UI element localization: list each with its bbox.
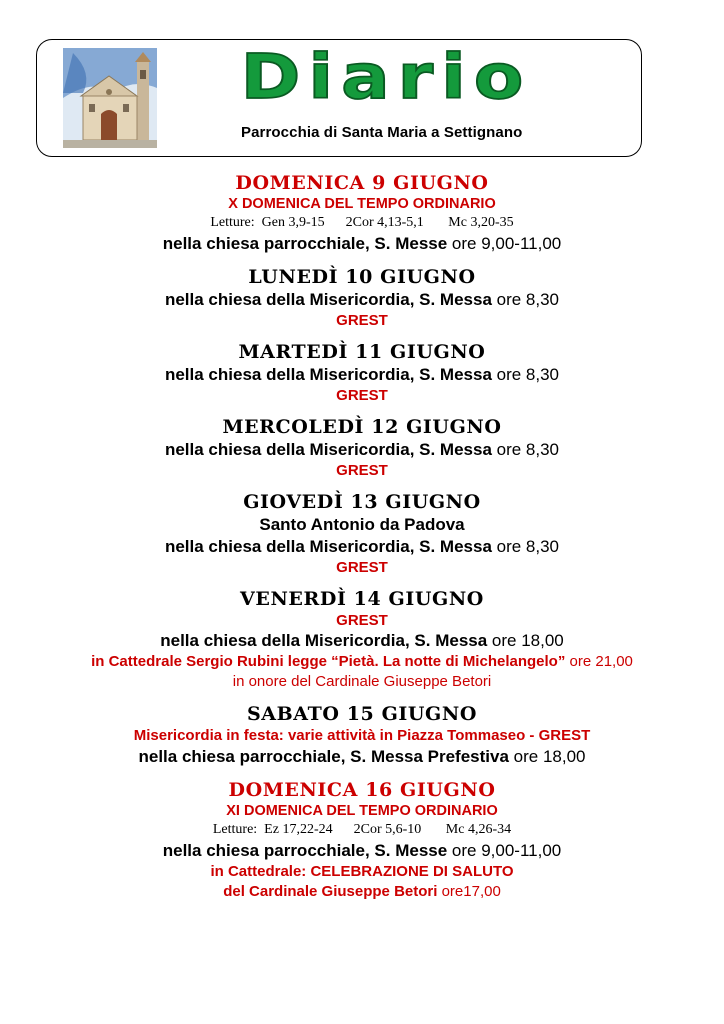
mass-line <box>0 536 724 558</box>
event-line <box>0 652 724 672</box>
readings: Letture: Gen 3,9-15 2Cor 4,13-5,1 Mc 3,20-35 <box>210 215 514 230</box>
mass-time: ore 8,30 <box>491 365 560 384</box>
event-line-2 <box>0 882 724 902</box>
mass-place: nella chiesa della Misericordia, S. Messa <box>164 440 492 459</box>
grest-label: GREST <box>336 387 388 404</box>
mass-time: ore 18,00 <box>487 631 564 650</box>
church-illustration <box>63 48 157 148</box>
day-block-10 <box>0 265 724 330</box>
mass-time: ore 9,00-11,00 <box>447 841 562 860</box>
liturgical-subtitle: X DOMENICA DEL TEMPO ORDINARIO <box>228 196 496 212</box>
event-time: ore17,00 <box>437 883 501 900</box>
mass-line <box>0 289 724 311</box>
day-title: GIOVEDÌ 13 GIUGNO <box>243 491 481 513</box>
day-block-13 <box>0 490 724 577</box>
event-title: in Cattedrale Sergio Rubini legge “Pietà. La notte di Michelangelo” <box>91 653 566 670</box>
mass-place: nella chiesa parrocchiale, S. Messe <box>162 841 448 860</box>
event-subject: del Cardinale Giuseppe Betori <box>223 883 438 900</box>
day-title: DOMENICA 9 GIUGNO <box>235 172 489 194</box>
mass-line <box>0 746 724 768</box>
day-block-11 <box>0 340 724 405</box>
day-title: MERCOLEDÌ 12 GIUGNO <box>222 416 502 438</box>
svg-text:Diario: Diario <box>240 42 532 112</box>
readings: Letture: Ez 17,22-24 2Cor 5,6-10 Mc 4,26-34 <box>212 822 512 837</box>
grest-label: GREST <box>336 312 388 329</box>
mass-place: nella chiesa della Misericordia, S. Messa <box>164 290 492 309</box>
festa-line <box>0 726 724 746</box>
day-block-16 <box>0 778 724 902</box>
mass-line <box>0 840 724 862</box>
grest-label: GREST <box>336 559 388 576</box>
mass-time: ore 9,00-11,00 <box>447 234 562 253</box>
event-line <box>0 862 724 882</box>
liturgical-subtitle: XI DOMENICA DEL TEMPO ORDINARIO <box>226 803 498 819</box>
mass-line <box>0 439 724 461</box>
mass-place: nella chiesa parrocchiale, S. Messa Prefestiva <box>138 747 509 766</box>
day-title: VENERDÌ 14 GIUGNO <box>240 588 484 610</box>
mass-line <box>0 233 724 255</box>
mass-time: ore 8,30 <box>491 290 560 309</box>
day-title: SABATO 15 GIUGNO <box>246 703 477 725</box>
day-title: LUNEDÌ 10 GIUGNO <box>248 266 476 288</box>
mass-place: nella chiesa della Misericordia, S. Messa <box>164 365 492 384</box>
event-title: in Cattedrale: CELEBRAZIONE DI SALUTO <box>210 863 514 880</box>
day-block-9 <box>0 171 724 255</box>
grest-label: GREST <box>336 462 388 479</box>
diario-logo <box>181 42 591 112</box>
mass-time: ore 18,00 <box>508 747 586 766</box>
mass-place: nella chiesa della Misericordia, S. Messa <box>160 631 488 650</box>
calendar-content <box>0 171 724 912</box>
mass-time: ore 8,30 <box>491 537 560 556</box>
header-box <box>36 39 642 157</box>
parish-name: Parrocchia di Santa Maria a Settignano <box>241 124 523 141</box>
grest-label: GREST <box>336 612 388 629</box>
mass-line <box>0 630 724 652</box>
festa-text: Misericordia in festa: varie attività in Piazza Tommaseo - GREST <box>133 727 591 744</box>
mass-time: ore 8,30 <box>491 440 560 459</box>
day-block-12 <box>0 415 724 480</box>
mass-place: nella chiesa parrocchiale, S. Messe <box>162 234 448 253</box>
mass-place: nella chiesa della Misericordia, S. Messa <box>164 537 492 556</box>
day-title: DOMENICA 16 GIUGNO <box>228 779 496 801</box>
day-block-15 <box>0 702 724 768</box>
day-title: MARTEDÌ 11 GIUGNO <box>238 341 486 363</box>
event-note: in onore del Cardinale Giuseppe Betori <box>232 673 492 690</box>
mass-line <box>0 364 724 386</box>
saint-of-day: Santo Antonio da Padova <box>259 515 465 534</box>
day-block-14 <box>0 587 724 692</box>
event-time: ore 21,00 <box>565 653 633 670</box>
